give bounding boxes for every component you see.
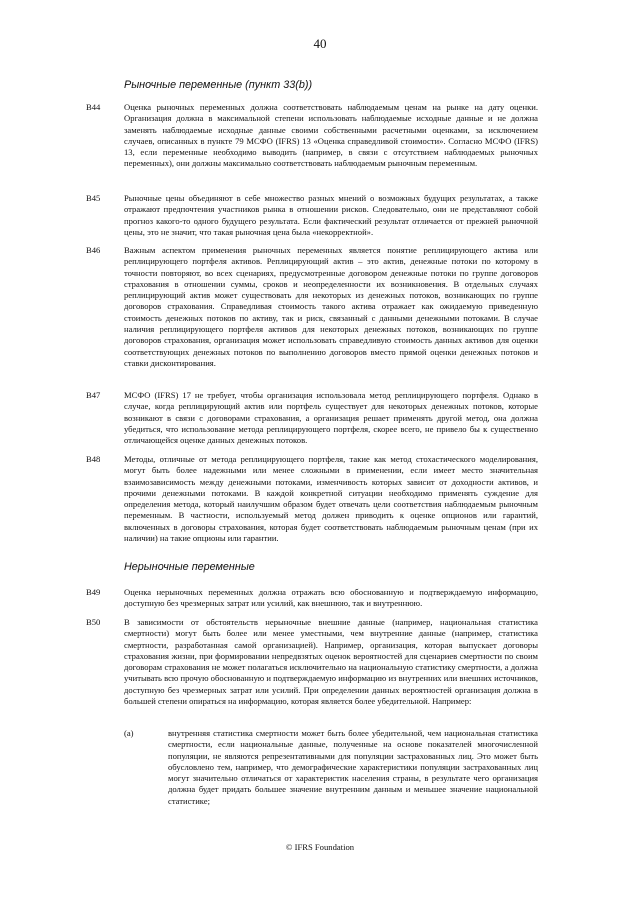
- section-heading-market-variables: Рыночные переменные (пункт 33(b)): [124, 79, 313, 91]
- paragraph-number: B50: [86, 617, 101, 627]
- page-number: 40: [313, 36, 327, 51]
- paragraph-text: Важным аспектом применения рыночных переменных является понятие реплицирующего актива или реплицирующего портфеля активов. Реплицирующий актив – это актив, денежные потоки по которому в точности повторяют, во всех сценариях, предусмотренные договором денежные потоки по группе договоров страхования в отношении суммы, сроков и неопределенности их возникновения. В отдельных случаях реплицирующий актив может существовать для некоторых из денежных потоков, возникающих по группе договоров страхования. Справедливая стоимость такого актива отражает как ожидаемую приведенную стоимость денежных потоков по активу, так и риск, связанный с данными денежными потоками. В случае наличия реплицирующего портфеля активов для некоторых денежных потоков, возникающих по группе договоров страхования, организация может использовать справедливую стоимость данных активов для оценки соответствующих денежных потоков по выполнению договоров вместо прямой оценки денежных потоков и ставки дисконтирования.: [124, 245, 538, 368]
- paragraph-text: Методы, отличные от метода реплицирующего портфеля, такие как метод стохастического моделирования, могут быть более надежными или менее сложными в применении, если имеет место значительная взаимозависимость между денежными потоками, изменчивость которых зависит от доходности активов, и прочими денежными потоками. В каждой конкретной ситуации необходимо применять суждение для определения метода, который наилучшим образом будет отвечать цели соответствия наблюдаемым рыночным переменным. В частности, используемый метод должен приводить к оценке опционов или гарантий, включенных в договоры страхования, которая будет соответствовать наблюдаемым рыночным ценам (при их наличии) на такие опционы или гарантии.: [124, 454, 538, 544]
- paragraph-number: B48: [86, 454, 101, 464]
- paragraph-text: Оценка рыночных переменных должна соответствовать наблюдаемым ценам на рынке на дату оценки. Организация должна в максимальной степени использовать наблюдаемые исходные данные и не должна заменять наблюдаемые исходные данные своими собственными расчетными оценками, за исключением случаев, описанных в пункте 79 МСФО (IFRS) 13 «Оценка справедливой стоимости». Согласно МСФО (IFRS) 13, если переменные необходимо выводить (например, в связи с отсутствием наблюдаемых рыночных переменных), они должны максимально соответствовать наблюдаемым рыночным переменным.: [124, 102, 538, 169]
- footer-copyright: © IFRS Foundation: [285, 842, 355, 852]
- paragraph-text: В зависимости от обстоятельств нерыночные внешние данные (например, национальная статистика смертности) могут быть более или менее уместными, чем внутренние данные (например, статистика смертности, разработанная самой организацией). Например, организация, которая выпускает договоры страхования жизни, при формировании непредвзятых оценок вероятностей для сценариев смертности по своим договорам страхования не может полагаться исключительно на национальную статистику смертности, а должна учитывать всю прочую обоснованную и подтверждаемую информацию из внутренних или внешних источников, доступную без чрезмерных затрат или усилий. При определении данных вероятностей организация должна в большей степени опираться на информацию, которая является более убедительной. Например:: [124, 617, 539, 707]
- paragraph-number: B49: [86, 587, 101, 597]
- sub-item-label: (a): [124, 728, 134, 738]
- paragraph-number: B44: [86, 102, 101, 112]
- paragraph-text: МСФО (IFRS) 17 не требует, чтобы организация использовала метод реплицирующего портфеля. Однако в случае, когда реплицирующий актив или портфель существует для некоторых денежных потоков, которые возникают в связи с договорами страхования, а организация решает применять другой метод, она должна убедиться, что использование метода реплицирующего портфеля, скорее всего, не привело бы к существенно отличающейся оценке данных денежных потоков.: [124, 390, 538, 446]
- section-heading-non-market-variables: Нерыночные переменные: [124, 561, 255, 573]
- paragraph-number: B45: [86, 193, 101, 203]
- paragraph-number: B46: [86, 245, 101, 255]
- paragraph-number: B47: [86, 390, 101, 400]
- paragraph-text: Оценка нерыночных переменных должна отражать всю обоснованную и подтверждаемую информацию, доступную без чрезмерных затрат или усилий, как внешнюю, так и внутреннюю.: [124, 587, 538, 609]
- paragraph-text: Рыночные цены объединяют в себе множество разных мнений о возможных будущих результатах, а также отражают предпочтения участников рынка в отношении рисков. Следовательно, они не представляют собой прогноз какого-то одного будущего результата. Если фактический результат отличается от прежней рыночной цены, это не значит, что такая рыночная цена была «некорректной».: [124, 193, 538, 237]
- sub-item-text: внутренняя статистика смертности может быть более убедительной, чем национальная статистика смертности, если национальные данные, полученные на основе показателей многочисленной популяции, не являются репрезентативными для популяции застрахованных лиц. Это может быть обусловлено тем, например, что демографические характеристики популяции застрахованных лиц могут значительно отличаться от характеристик населения страны, в результате чего организация должна будет придать большее значение внутренним данным и меньшее значение национальной статистике;: [168, 728, 538, 806]
